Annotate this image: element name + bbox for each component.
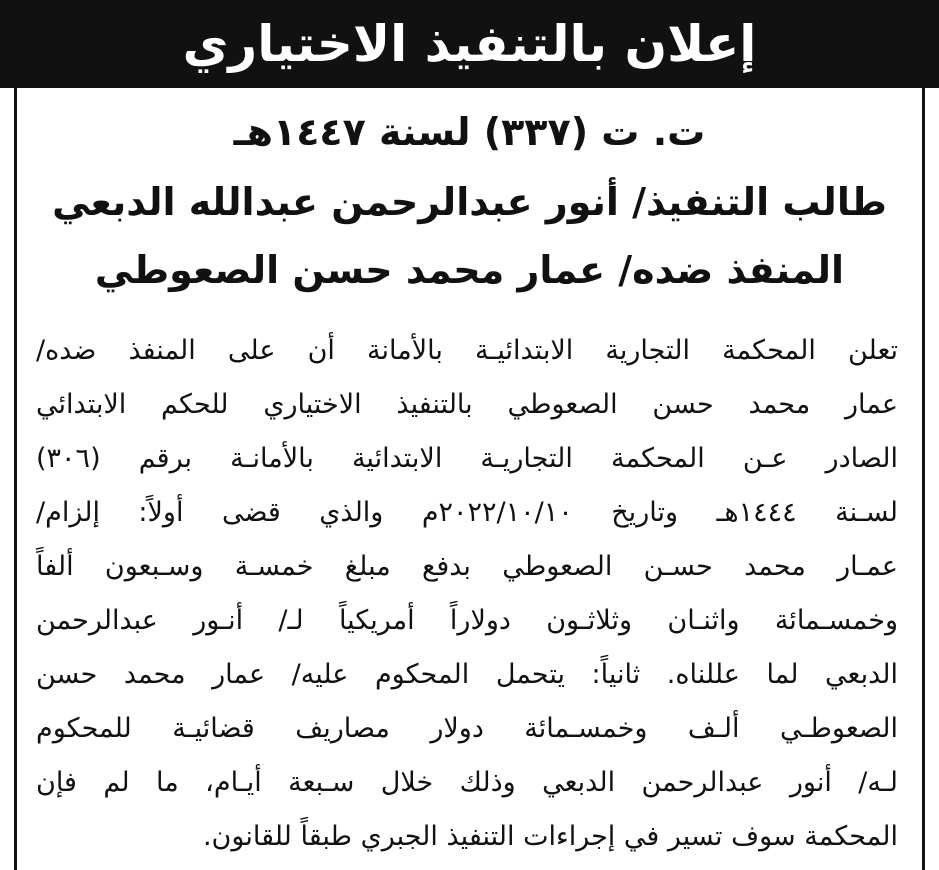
announcement-title: إعلان بالتنفيذ الاختياري xyxy=(182,15,757,73)
body-line: عمار محمد حسن الصعوطي بالتنفيذ الاختياري للحكم الابتدائي xyxy=(36,389,898,420)
body-line: عمـار محمد حسـن الصعوطي بدفع مبلغ خمسـة وسـبعون ألفاً xyxy=(36,551,898,582)
body-line: الصادر عـن المحكمة التجاريـة الابتدائية بالأمانـة برقم (٣٠٦) xyxy=(36,443,898,474)
execution-respondent: المنفذ ضده/ عمار محمد حسن الصعوطي xyxy=(94,248,845,292)
body-line: الدبعي لما عللناه. ثانياً: يتحمل المحكوم عليه/ عمار محمد حسن xyxy=(36,659,898,690)
announcement-body xyxy=(36,324,898,864)
body-line: وخمسـمائة واثنـان وثلاثـون دولاراً أمريكياً لـ/ أنـور عبدالرحمن xyxy=(36,605,898,636)
header-bar xyxy=(0,0,939,88)
body-line: المحكمة سوف تسير في إجراءات التنفيذ الجبري طبقاً للقانون. xyxy=(202,821,898,852)
body-line: الصعوطـي ألـف وخمسـمائة دولار مصاريف قضائيـة للمحكوم xyxy=(36,713,898,744)
body-line: تعلن المحكمة التجارية الابتدائيـة بالأمانة أن على المنفذ ضده/ xyxy=(36,335,898,366)
body-line: لسـنة ١٤٤٤هـ وتاريخ ٢٠٢٢/١٠/١٠م والذي قضى أولاً: إلزام/ xyxy=(36,497,898,528)
body-line: لـه/ أنور عبدالرحمن الدبعي وذلك خلال سـبعة أيـام، ما لم فإن xyxy=(36,767,898,798)
execution-applicant: طالب التنفيذ/ أنور عبدالرحمن عبدالله الدبعي xyxy=(52,180,887,224)
announcement-frame xyxy=(14,88,925,870)
case-number: ت. ت (٣٣٧) لسنة ١٤٤٧هـ xyxy=(233,110,706,154)
